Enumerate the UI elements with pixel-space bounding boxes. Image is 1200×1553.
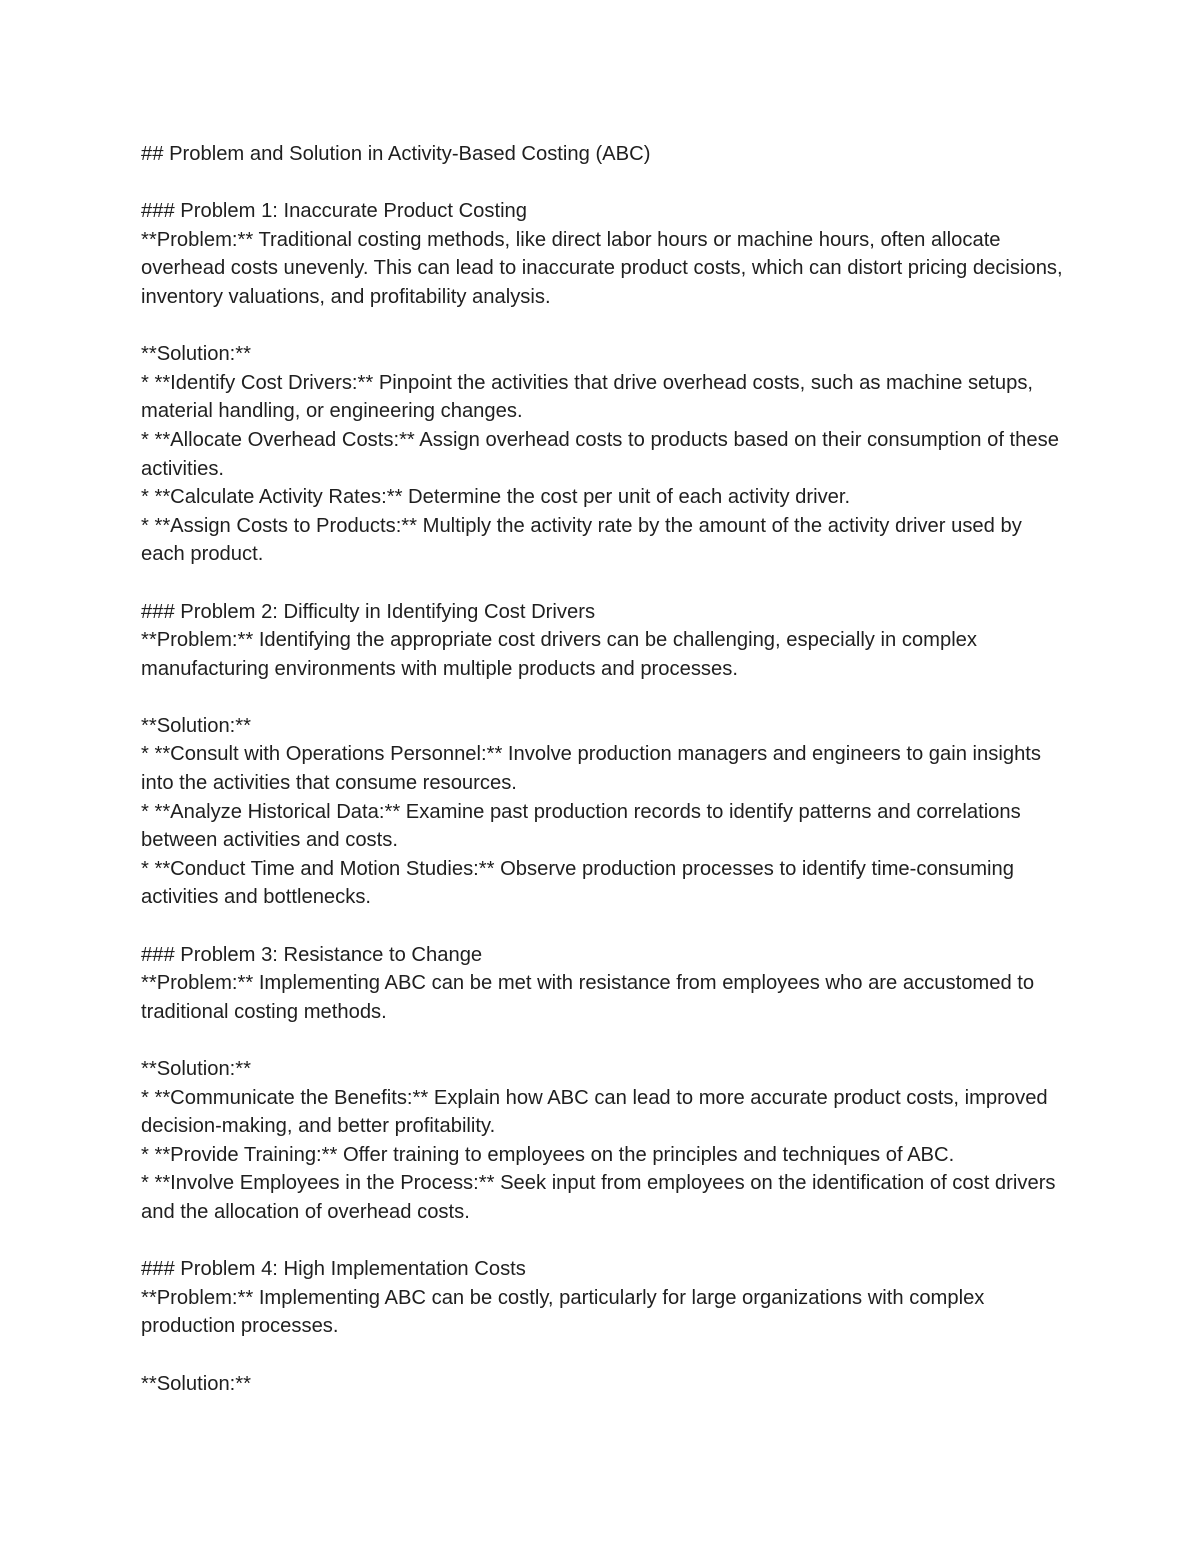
solution-bullet: * **Involve Employees in the Process:** Seek input from employees on the identification of cost drivers and the allocation of overhead costs. [141, 1172, 1056, 1223]
section-heading-3: ### Problem 3: Resistance to Change [141, 943, 483, 966]
section-heading-4: ### Problem 4: High Implementation Costs [141, 1258, 526, 1281]
solution-bullet: * **Assign Costs to Products:** Multiply the activity rate by the amount of the activity driver used by each product. [141, 514, 1022, 566]
solution-bullet: * **Provide Training:** Offer training to employees on the principles and techniques of ABC. [141, 1143, 955, 1166]
solution-bullet: * **Conduct Time and Motion Studies:** Observe production processes to identify time-consuming activities and bottlenecks. [141, 857, 1014, 909]
document-title: ## Problem and Solution in Activity-Based Costing (ABC) [141, 143, 651, 165]
solution-bullet: * **Consult with Operations Personnel:** Involve production managers and engineers to gain insights into the activities that consume resources. [141, 743, 1041, 795]
document-body [141, 140, 1071, 1398]
solution-bullet: * **Communicate the Benefits:** Explain how ABC can lead to more accurate product costs, improved decision-making, and better profitability. [141, 1086, 1048, 1138]
spacer [141, 1227, 1071, 1256]
problem-text-3: **Problem:** Implementing ABC can be met with resistance from employees who are accustomed to traditional costing methods. [141, 972, 1035, 1023]
solution-label-4: **Solution:** [141, 1372, 251, 1395]
solution-bullet: * **Calculate Activity Rates:** Determine the cost per unit of each activity driver. [141, 486, 851, 509]
spacer [141, 1026, 1071, 1055]
solution-bullet: * **Identify Cost Drivers:** Pinpoint the activities that drive overhead costs, such as machine setups, material handling, or engineering changes. [141, 371, 1034, 423]
solution-bullet: * **Allocate Overhead Costs:** Assign overhead costs to products based on their consumption of these activities. [141, 428, 1059, 480]
solution-label-3: **Solution:** [141, 1058, 251, 1080]
solution-label-2: **Solution:** [141, 714, 251, 737]
spacer [141, 683, 1071, 712]
problem-text-1: **Problem:** Traditional costing methods, like direct labor hours or machine hours, often allocate overhead costs unevenly. This can lead to inaccurate product costs, which can distort pricing decisions, inventory valuations, and profitability analysis. [141, 228, 1063, 308]
spacer [141, 312, 1071, 341]
spacer [141, 569, 1071, 598]
spacer [141, 912, 1071, 941]
solution-label-1: **Solution:** [141, 343, 251, 366]
problem-text-4: **Problem:** Implementing ABC can be costly, particularly for large organizations with complex production processes. [141, 1286, 985, 1338]
spacer [141, 169, 1071, 198]
problem-text-2: **Problem:** Identifying the appropriate cost drivers can be challenging, especially in complex manufacturing environments with multiple products and processes. [141, 629, 977, 680]
solution-bullet: * **Analyze Historical Data:** Examine past production records to identify patterns and correlations between activities and costs. [141, 800, 1021, 852]
section-heading-1: ### Problem 1: Inaccurate Product Costing [141, 200, 528, 223]
section-heading-2: ### Problem 2: Difficulty in Identifying Cost Drivers [141, 600, 596, 623]
spacer [141, 1341, 1071, 1370]
